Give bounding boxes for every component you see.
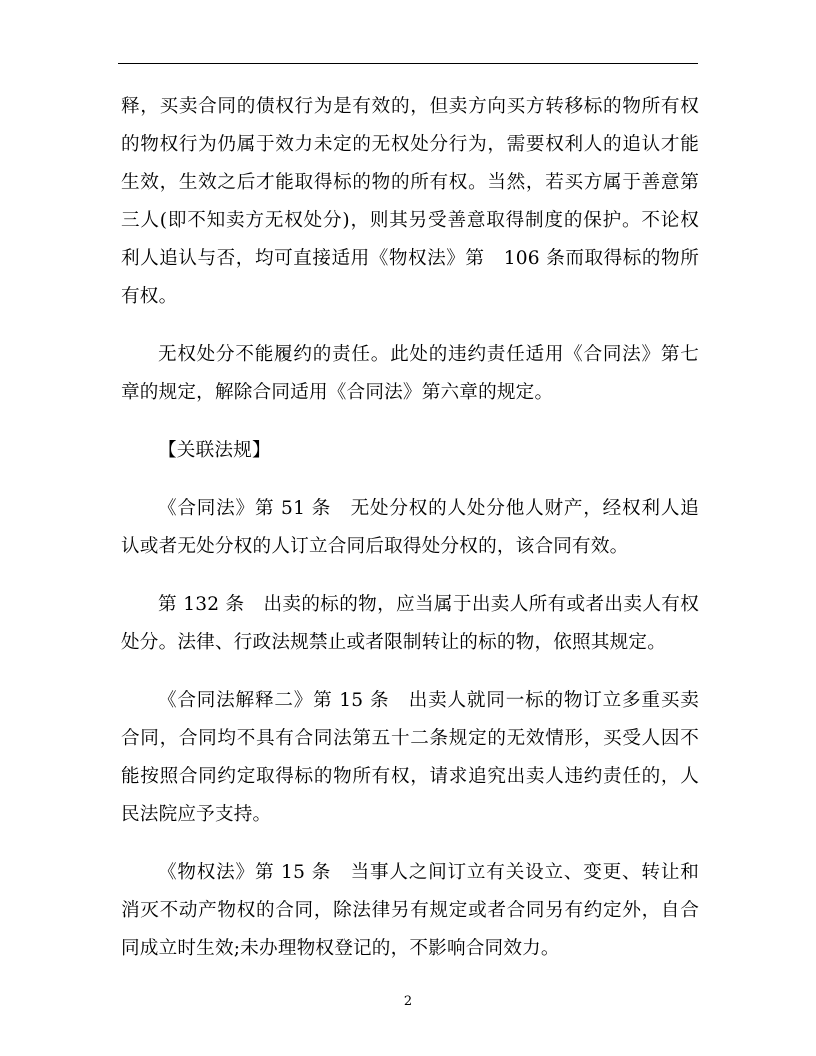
paragraph-continuation: 释，买卖合同的债权行为是有效的，但卖方向买方转移标的物所有权的物权行为仍属于效力未定的无权处分行为，需要权利人的追认才能生效，生效之后才能取得标的物的所有权。当然，若买方属于善意第三人(即不知卖方无权处分)，则其另受善意取得制度的保护。不论权利人追认与否，均可直接适用《物权法》第 106 条而取得标的物所有权。 [121, 96, 699, 307]
page-number: 2 [403, 994, 413, 1009]
paragraph-interpretation-two-article-15: 《合同法解释二》第 15 条 出卖人就同一标的物订立多重买卖合同，合同均不具有合同法第五十二条规定的无效情形，买受人因不能按照合同约定取得标的物所有权，请求追究出卖人违约责任的，人民法院应予支持。 [121, 690, 699, 825]
document-body [121, 88, 699, 988]
paragraph-liability: 无权处分不能履约的责任。此处的违约责任适用《合同法》第七章的规定，解除合同适用《合同法》第六章的规定。 [121, 344, 699, 403]
paragraph-contract-law-article-51: 《合同法》第 51 条 无处分权的人处分他人财产，经权利人追认或者无处分权的人订立合同后取得处分权的，该合同有效。 [121, 498, 699, 557]
header-rule [118, 63, 698, 64]
section-heading-related-laws: 【关联法规】 [158, 440, 271, 461]
paragraph-article-132: 第 132 条 出卖的标的物，应当属于出卖人所有或者出卖人有权处分。法律、行政法规禁止或者限制转让的标的物，依照其规定。 [121, 594, 699, 653]
paragraph-property-law-article-15: 《物权法》第 15 条 当事人之间订立有关设立、变更、转让和消灭不动产物权的合同，除法律另有规定或者合同另有约定外，自合同成立时生效;未办理物权登记的，不影响合同效力。 [121, 862, 699, 959]
